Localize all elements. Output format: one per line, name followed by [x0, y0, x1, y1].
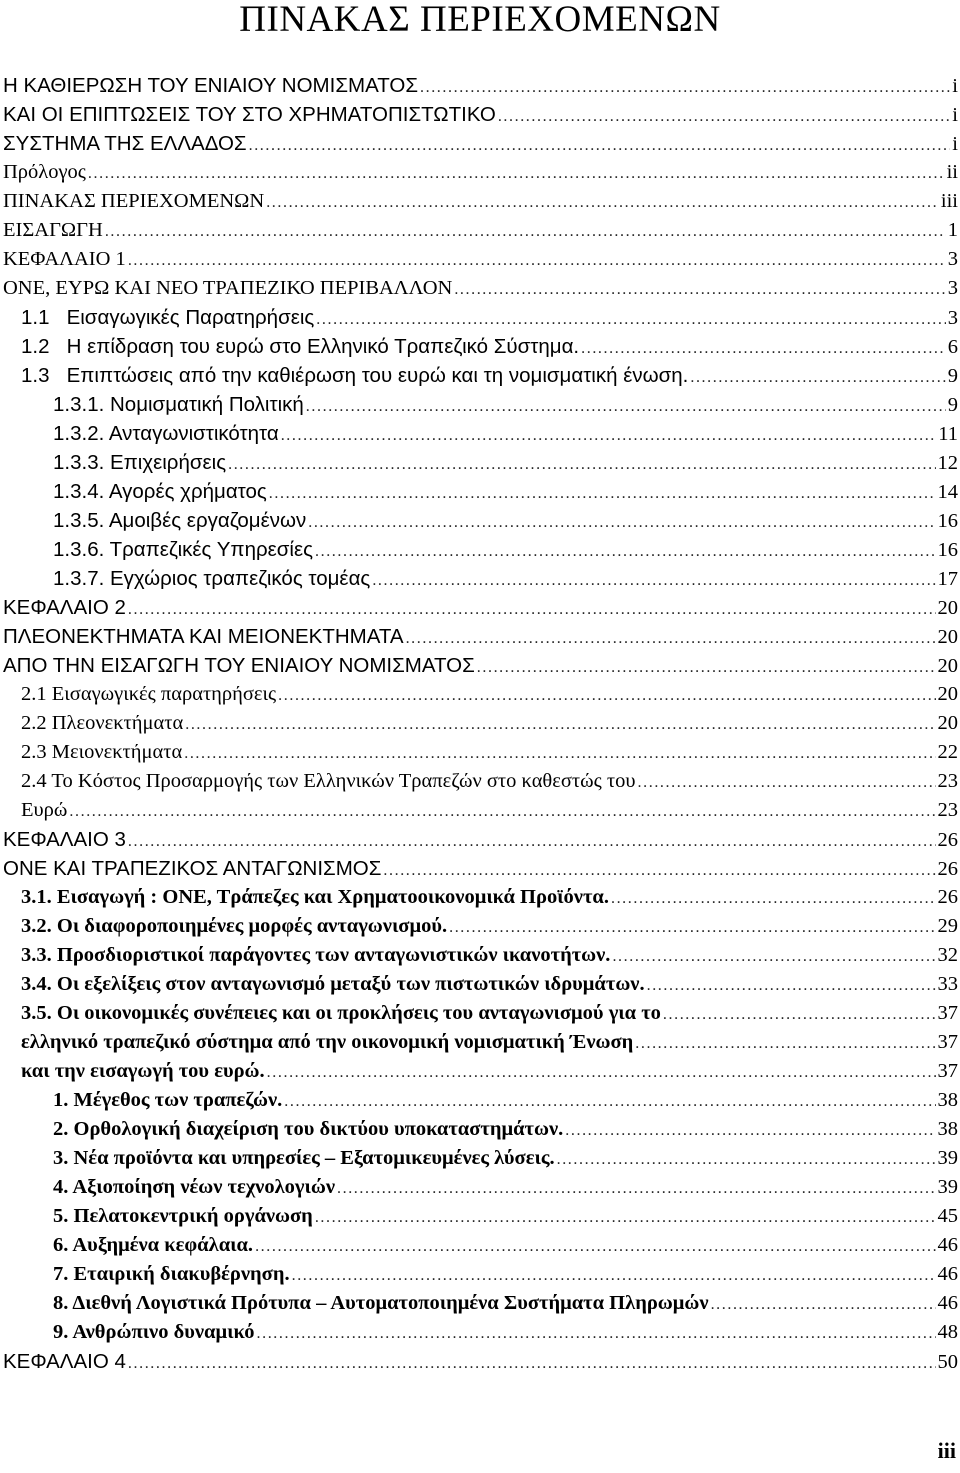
toc-entry-page: 26 [937, 829, 958, 851]
dot-leader [647, 971, 936, 1000]
dot-leader [449, 913, 935, 942]
toc-entry-page: 20 [937, 597, 958, 619]
toc-entry-page: 16 [937, 510, 958, 532]
dot-leader [292, 1261, 936, 1290]
toc-entry[interactable] [3, 419, 958, 448]
toc-entry[interactable] [3, 1231, 958, 1260]
toc-entry[interactable] [3, 1057, 958, 1086]
toc-entry-label: 2.2 Πλεονεκτήματα [21, 712, 184, 734]
toc-entry-label: 1.3 Επιπτώσεις από την καθιέρωση του ευρώ και τη νομισματική ένωση. [21, 364, 689, 387]
toc-entry-label: 1.3.6. Τραπεζικές Υπηρεσίες [53, 538, 313, 561]
toc-entry-label: 3.5. Οι οικονομικές συνέπειες και οι προκλήσεις του ανταγωνισμού για το [21, 1002, 661, 1024]
toc-entry-page: 38 [937, 1089, 958, 1111]
toc-entry-page: 37 [937, 1002, 958, 1024]
toc-entry-page: i [952, 133, 958, 155]
toc-entry-page: 50 [937, 1351, 958, 1373]
toc-entry[interactable] [3, 535, 958, 564]
toc-entry[interactable] [3, 1115, 958, 1144]
toc-entry[interactable] [3, 1289, 958, 1318]
dot-leader [269, 479, 936, 508]
toc-entry-page: 16 [937, 539, 958, 561]
toc-entry-label: 8. Διεθνή Λογιστικά Πρότυπα – Αυτοματοποιημένα Συστήματα Πληρωμών [53, 1292, 709, 1314]
toc-entry[interactable] [3, 332, 958, 361]
toc-entry-page: 39 [937, 1176, 958, 1198]
toc-entry-label: 6. Αυξημένα κεφάλαια. [53, 1234, 254, 1256]
toc-entry[interactable] [3, 506, 958, 535]
toc-entry-label: 1.3.1. Νομισματική Πολιτική [53, 393, 304, 416]
toc-entry[interactable] [3, 970, 958, 999]
toc-entry[interactable] [3, 999, 958, 1028]
toc-entry-page: i [952, 75, 958, 97]
dot-leader [128, 827, 936, 856]
toc-entry-page: 3 [947, 248, 958, 270]
dot-leader [711, 1290, 936, 1319]
toc-entry-page: 20 [937, 712, 958, 734]
toc-entry-label: ΚΕΦΑΛΑΙΟ 4 [3, 1350, 126, 1373]
toc-entry-page: 39 [937, 1147, 958, 1169]
dot-leader [406, 624, 936, 653]
toc-entry[interactable] [3, 941, 958, 970]
dot-leader [284, 1087, 935, 1116]
toc-entry-page: 9 [947, 394, 958, 416]
toc-entry[interactable] [3, 912, 958, 941]
toc-entry-page: 20 [937, 626, 958, 648]
toc-entry[interactable] [3, 274, 958, 303]
toc-entry-page: 45 [937, 1205, 958, 1227]
toc-entry-label: ΟΝΕ, ΕΥΡΩ ΚΑΙ ΝΕΟ ΤΡΑΠΕΖΙΚΟ ΠΕΡΙΒΑΛΛΟΝ [3, 277, 453, 299]
toc-entry-page: 14 [937, 481, 958, 503]
toc-entry[interactable] [3, 622, 958, 651]
dot-leader [228, 450, 935, 479]
toc-entry-page: 46 [937, 1292, 958, 1314]
toc-entry-label: 1.3.3. Επιχειρήσεις [53, 451, 227, 474]
toc-entry[interactable] [3, 709, 958, 738]
toc-entry-page: 11 [938, 423, 958, 445]
toc-entry-page: 37 [937, 1060, 958, 1082]
toc-entry-label: Πρόλογος [3, 161, 86, 183]
toc-entry-page: 26 [937, 858, 958, 880]
toc-entry-label: 1.1 Εισαγωγικές Παρατηρήσεις [21, 306, 315, 329]
toc-entry-page: 6 [947, 336, 958, 358]
toc-entry-label: 9. Ανθρώπινο δυναμικό [53, 1321, 255, 1343]
dot-leader [69, 797, 935, 826]
dot-leader [128, 246, 946, 275]
toc-entry[interactable] [3, 1086, 958, 1115]
toc-entry-page: 32 [937, 944, 958, 966]
toc-entry-label: Ευρώ [21, 799, 68, 821]
toc-entry[interactable] [3, 1260, 958, 1289]
toc-entry[interactable] [3, 1173, 958, 1202]
toc-entry-page: 3 [947, 307, 958, 329]
dot-leader [372, 566, 935, 595]
dot-leader [663, 1000, 936, 1029]
toc-entry-page: 29 [937, 915, 958, 937]
toc-entry[interactable] [3, 129, 958, 158]
toc-entry-label: ΠΛΕΟΝΕΚΤΗΜΑΤΑ ΚΑΙ ΜΕΙΟΝΕΚΤΗΜΑΤΑ [3, 625, 404, 648]
dot-leader [557, 1145, 936, 1174]
dot-leader [581, 334, 946, 363]
toc-entry-page: 37 [937, 1031, 958, 1053]
toc-entry-label: ΣΥΣΤΗΜΑ ΤΗΣ ΕΛΛΑΔΟΣ [3, 132, 247, 155]
dot-leader [257, 1319, 936, 1348]
dot-leader [690, 363, 945, 392]
toc-entry[interactable] [3, 390, 958, 419]
toc-entry-label: 1.3.2. Ανταγωνιστικότητα [53, 422, 279, 445]
toc-entry-label: 3.1. Εισαγωγή : ΟΝΕ, Τράπεζες και Χρηματοοικονομικά Προϊόντα. [21, 886, 609, 908]
toc-entry-page: 20 [937, 655, 958, 677]
toc-entry[interactable] [3, 303, 958, 332]
toc-entry-label: 3. Νέα προϊόντα και υπηρεσίες – Εξατομικευμένες λύσεις. [53, 1147, 555, 1169]
toc-entry-label: ΠΙΝΑΚΑΣ ΠΕΡΙΕΧΟΜΕΝΩΝ [3, 190, 265, 212]
dot-leader [128, 595, 936, 624]
toc-entry-label: και την εισαγωγή του ευρώ. [21, 1060, 265, 1082]
toc-entry-page: 48 [937, 1321, 958, 1343]
toc-entry[interactable] [3, 767, 958, 796]
toc-entry[interactable] [3, 593, 958, 622]
toc-entry-label: ΚΕΦΑΛΑΙΟ 3 [3, 828, 126, 851]
toc-entry[interactable] [3, 651, 958, 680]
toc-entry[interactable] [3, 854, 958, 883]
toc-entry-page: 12 [937, 452, 958, 474]
toc-entry-label: 1.3.4. Αγορές χρήματος [53, 480, 267, 503]
toc-entry[interactable] [3, 825, 958, 854]
toc-entry[interactable] [3, 187, 958, 216]
toc-entry[interactable] [3, 361, 958, 390]
page-number: iii [937, 1438, 956, 1463]
dot-leader [635, 1029, 935, 1058]
toc-entry-label: ΑΠΟ ΤΗΝ ΕΙΣΑΓΩΓΗ ΤΟΥ ΕΝΙΑΙΟΥ ΝΟΜΙΣΜΑΤΟΣ [3, 654, 475, 677]
toc-entry-label: ΚΕΦΑΛΑΙΟ 2 [3, 596, 126, 619]
toc-entry[interactable] [3, 883, 958, 912]
dot-leader [281, 421, 937, 450]
toc-entry[interactable] [3, 1028, 958, 1057]
toc-entry-page: iii [940, 190, 958, 212]
toc-entry-label: 2.4 Το Κόστος Προσαρμογής των Ελληνικών Τραπεζών στο καθεστώς του [21, 770, 636, 792]
toc-entry-label: Η ΚΑΘΙΕΡΩΣΗ ΤΟΥ ΕΝΙΑΙΟΥ ΝΟΜΙΣΜΑΤΟΣ [3, 74, 418, 97]
toc-entry-page: 20 [937, 683, 958, 705]
toc-entry-label: 2.3 Μειονεκτήματα [21, 741, 183, 763]
dot-leader [88, 159, 945, 188]
dot-leader [316, 305, 945, 334]
toc-entry-page: 22 [937, 741, 958, 763]
toc-entry-label: 2. Ορθολογική διαχείριση του δικτύου υποκαταστημάτων. [53, 1118, 564, 1140]
toc-entry-label: 2.1 Εισαγωγικές παρατηρήσεις [21, 683, 277, 705]
toc-entry-label: 7. Εταιρική διακυβέρνηση. [53, 1263, 290, 1285]
toc-entry[interactable] [3, 100, 958, 129]
dot-leader [278, 681, 935, 710]
dot-leader [267, 1058, 936, 1087]
dot-leader [454, 275, 945, 304]
toc-entry-page: 26 [937, 886, 958, 908]
toc-entry-label: ΕΙΣΑΓΩΓΗ [3, 219, 103, 241]
toc-entry-label: 1. Μέγεθος των τραπεζών. [53, 1089, 283, 1111]
dot-leader [337, 1174, 936, 1203]
toc-entry-label: 5. Πελατοκεντρική οργάνωση [53, 1205, 313, 1227]
dot-leader [185, 710, 935, 739]
toc-entry[interactable] [3, 738, 958, 767]
dot-leader [612, 942, 935, 971]
toc-entry-page: 23 [937, 799, 958, 821]
toc-entry-page: 17 [937, 568, 958, 590]
toc-entry-page: i [952, 104, 958, 126]
toc-entry-label: 1.3.5. Αμοιβές εργαζομένων [53, 509, 307, 532]
table-of-contents [3, 71, 958, 1376]
toc-entry-page: 33 [937, 973, 958, 995]
dot-leader [255, 1232, 935, 1261]
toc-entry[interactable] [3, 680, 958, 709]
toc-entry-page: 3 [947, 277, 958, 299]
toc-entry[interactable] [3, 158, 958, 187]
dot-leader [498, 102, 950, 131]
toc-entry-label: 1.2 Η επίδραση του ευρώ στο Ελληνικό Τραπεζικό Σύστημα. [21, 335, 580, 358]
toc-entry-label: ΚΕΦΑΛΑΙΟ 1 [3, 248, 126, 270]
toc-entry[interactable] [3, 245, 958, 274]
dot-leader [128, 1349, 936, 1378]
toc-entry[interactable] [3, 477, 958, 506]
toc-entry[interactable] [3, 448, 958, 477]
toc-entry[interactable] [3, 1144, 958, 1173]
toc-entry-page: 23 [937, 770, 958, 792]
toc-entry[interactable] [3, 71, 958, 100]
toc-entry[interactable] [3, 1318, 958, 1347]
toc-entry-label: 3.3. Προσδιοριστικοί παράγοντες των ανταγωνιστικών ικανοτήτων. [21, 944, 611, 966]
dot-leader [308, 508, 935, 537]
toc-entry-page: 46 [937, 1234, 958, 1256]
dot-leader [477, 653, 936, 682]
toc-entry-page: 1 [947, 219, 958, 241]
toc-entry-page: 9 [947, 365, 958, 387]
dot-leader [420, 73, 950, 102]
dot-leader [383, 856, 935, 885]
toc-entry-page: 38 [937, 1118, 958, 1140]
toc-entry-page: ii [946, 161, 958, 183]
toc-entry[interactable] [3, 1202, 958, 1231]
toc-entry-page: 46 [937, 1263, 958, 1285]
toc-entry[interactable] [3, 216, 958, 245]
dot-leader [638, 768, 936, 797]
toc-entry-label: 3.4. Οι εξελίξεις στον ανταγωνισμό μεταξύ των πιστωτικών ιδρυμάτων. [21, 973, 645, 995]
toc-entry-label: 4. Αξιοποίηση νέων τεχνολογιών [53, 1176, 335, 1198]
dot-leader [315, 1203, 936, 1232]
toc-entry[interactable] [3, 564, 958, 593]
toc-entry-label: ΚΑΙ ΟΙ ΕΠΙΠΤΩΣΕΙΣ ΤΟΥ ΣΤΟ ΧΡΗΜΑΤΟΠΙΣΤΩΤΙΚΟ [3, 103, 496, 126]
dot-leader [565, 1116, 935, 1145]
toc-entry[interactable] [3, 796, 958, 825]
toc-entry-label: ΟΝΕ ΚΑΙ ΤΡΑΠΕΖΙΚΟΣ ΑΝΤΑΓΩΝΙΣΜΟΣ [3, 857, 382, 880]
dot-leader [249, 131, 951, 160]
dot-leader [184, 739, 935, 768]
page-title: ΠΙΝΑΚΑΣ ΠΕΡΙΕΧΟΜΕΝΩΝ [239, 0, 721, 40]
dot-leader [266, 188, 939, 217]
dot-leader [315, 537, 936, 566]
toc-entry-label: 1.3.7. Εγχώριος τραπεζικός τομέας [53, 567, 371, 590]
dot-leader [105, 217, 946, 246]
toc-entry-label: 3.2. Οι διαφοροποιημένες μορφές ανταγωνισμού. [21, 915, 448, 937]
toc-entry[interactable] [3, 1347, 958, 1376]
toc-entry-label: ελληνικό τραπεζικό σύστημα από την οικονομική νομισματική Ένωση [21, 1031, 634, 1053]
dot-leader [306, 392, 946, 421]
dot-leader [611, 884, 936, 913]
